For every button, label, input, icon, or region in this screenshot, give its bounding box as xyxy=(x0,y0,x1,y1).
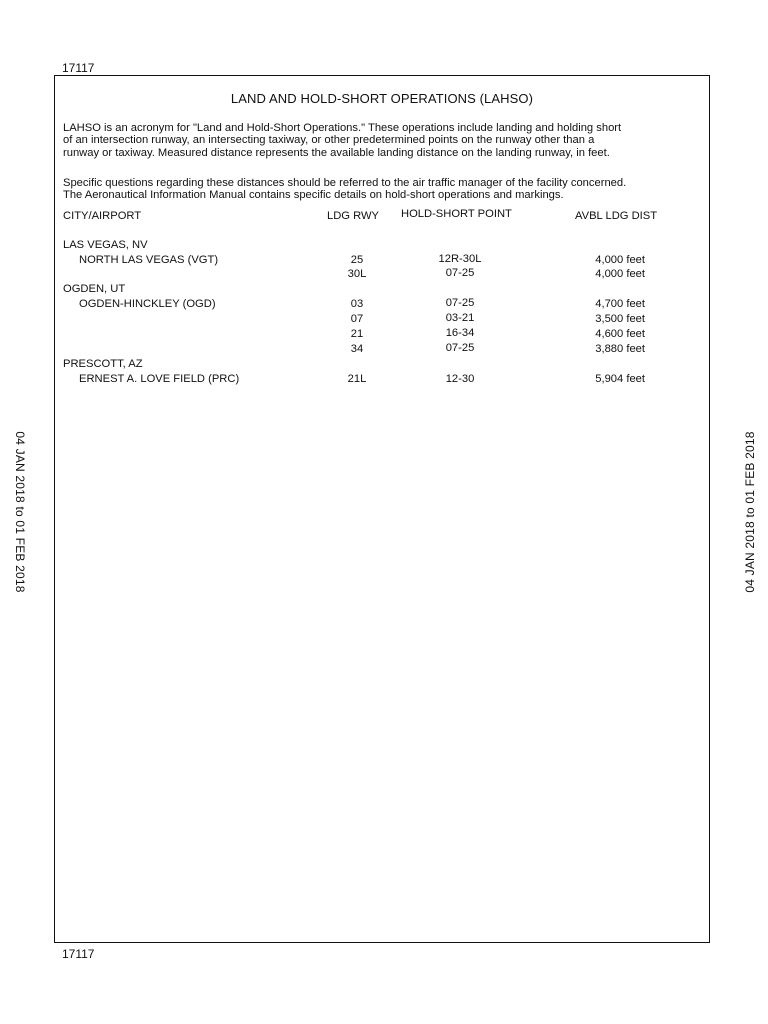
questions-paragraph xyxy=(63,177,693,202)
airport-north-las-vegas: NORTH LAS VEGAS (VGT) xyxy=(79,254,219,266)
header-ldg-rwy: LDG RWY xyxy=(327,210,380,222)
intro-paragraph xyxy=(63,122,693,159)
avbl-dist-cell: 3,500 feet xyxy=(595,313,645,325)
city-las-vegas: LAS VEGAS, NV xyxy=(63,239,148,251)
airport-ogden-hinckley: OGDEN-HINCKLEY (OGD) xyxy=(79,298,216,310)
avbl-dist-cell: 5,904 feet xyxy=(595,373,645,385)
header-avbl-ldg-dist: AVBL LDG DIST xyxy=(575,210,658,222)
city-prescott: PRESCOTT, AZ xyxy=(63,358,143,370)
avbl-dist-cell: 4,000 feet xyxy=(595,268,645,280)
avbl-dist-cell: 4,000 feet xyxy=(595,254,645,266)
page-title: LAND AND HOLD-SHORT OPERATIONS (LAHSO) xyxy=(230,91,534,106)
page-number-bottom: 17117 xyxy=(62,947,95,961)
effective-dates-left: 04 JAN 2018 to 01 FEB 2018 xyxy=(13,431,27,593)
page-number-top: 17117 xyxy=(62,61,95,75)
questions-line-1: Specific questions regarding these distances should be referred to the air traffic manager of the facility concerned. xyxy=(63,177,627,189)
content-frame: LAND AND HOLD-SHORT OPERATIONS (LAHSO) LAHSO is an acronym for "Land and Hold-Short Operations." These operations include landing and holding short of an intersection runway, an intersecting taxiway, or other predetermined points on the runway other than a runway or taxiway. Measured distance represents the available landing distance on the landing runway, in feet. Specific questions regarding these distances should be referred to the air traffic manager of the facility concerned. The Aeronautical Information Manual contains specific details on hold-short operations and markings. CITY/AIRPORT LDG RWY HOLD-SHORT POINT AVBL LDG DIST LAS VEGAS, NV NORTH LAS VEGAS (VGT) 25 12R-30L 4,000 feet 30L 07-25 4,000 feet OGDEN, UT OGDEN-HINCKLEY (OGD) 03 07-25 4,700 feet 07 03-21 3,500 feet 21 16-34 4,600 feet 34 07-25 3,880 feet PRESCOTT, AZ ERNEST A. LOVE FIELD (PRC) 21L 12-30 5,904 feet xyxy=(54,75,710,943)
airport-ernest-a-love-field: ERNEST A. LOVE FIELD (PRC) xyxy=(79,373,240,385)
avbl-dist-cell: 4,700 feet xyxy=(595,298,645,310)
city-ogden: OGDEN, UT xyxy=(63,283,126,295)
avbl-dist-cell: 4,600 feet xyxy=(595,328,645,340)
effective-dates-right: 04 JAN 2018 to 01 FEB 2018 xyxy=(743,431,757,593)
header-hold-short-point: HOLD-SHORT POINT xyxy=(401,208,512,220)
intro-line-1: LAHSO is an acronym for "Land and Hold-Short Operations." These operations include landing and holding short xyxy=(63,122,622,134)
avbl-dist-cell: 3,880 feet xyxy=(595,343,645,355)
intro-line-3: runway or taxiway. Measured distance represents the available landing distance on the landing runway, in feet. xyxy=(63,146,610,159)
intro-line-2: of an intersection runway, an intersecting taxiway, or other predetermined points on the runway other than a xyxy=(63,134,595,147)
questions-line-2: The Aeronautical Information Manual contains specific details on hold-short operations and markings. xyxy=(63,189,564,202)
header-city-airport: CITY/AIRPORT xyxy=(63,210,142,222)
